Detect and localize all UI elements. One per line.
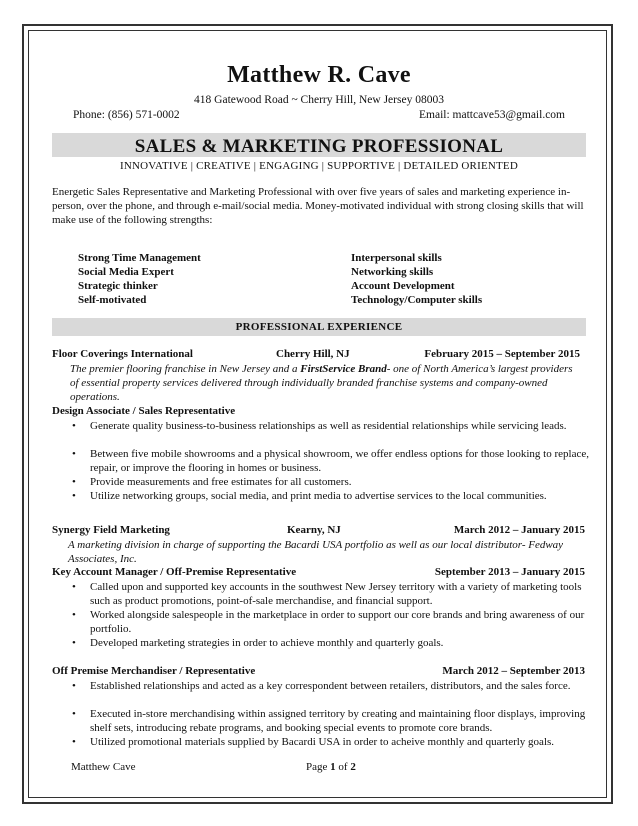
strength-item: Networking skills [351, 266, 434, 278]
brand-name: FirstService Brand [300, 363, 387, 375]
headline-title: SALES & MARKETING PROFESSIONAL [134, 136, 504, 157]
summary-paragraph: Energetic Sales Representative and Marketing Professional with over five years of sales and marketing experience in-person, over the phone, and through e-mail/social media. Money-motivated individual with strong closing skills that will make use of the following strengths: [52, 186, 584, 226]
job-role: Design Associate / Sales Representative [52, 405, 236, 417]
footer-page-number: Page 1 of 2 [306, 761, 356, 773]
bullet-icon: • [72, 708, 76, 720]
footer-name: Matthew Cave [71, 761, 136, 773]
bullet-icon: • [72, 637, 76, 649]
strength-item: Interpersonal skills [351, 252, 442, 264]
job-company: Floor Coverings International [52, 348, 193, 360]
candidate-email: Email: mattcave53@gmail.com [419, 109, 565, 121]
bullet-icon: • [72, 680, 76, 692]
bullet-icon: • [72, 490, 76, 502]
job-location: Cherry Hill, NJ [276, 348, 350, 360]
job-role: Off Premise Merchandiser / Representative [52, 665, 256, 677]
section-heading-experience: PROFESSIONAL EXPERIENCE [235, 321, 403, 333]
headline-traits: INNOVATIVE | CREATIVE | ENGAGING | SUPPORTIVE | DETAILED ORIENTED [120, 160, 518, 172]
bullet-icon: • [72, 736, 76, 748]
candidate-address: 418 Gatewood Road ~ Cherry Hill, New Jersey 08003 [194, 94, 444, 106]
strength-item: Strong Time Management [78, 252, 201, 264]
job-role-dates: March 2012 – September 2013 [442, 665, 585, 677]
candidate-name: Matthew R. Cave [227, 62, 411, 88]
strength-item: Technology/Computer skills [351, 294, 483, 306]
strength-item: Social Media Expert [78, 266, 174, 278]
bullet-icon: • [72, 581, 76, 593]
strength-item: Account Development [351, 280, 455, 292]
bullet-icon: • [72, 420, 76, 432]
bullet-icon: • [72, 476, 76, 488]
job-role-dates: September 2013 – January 2015 [434, 566, 585, 578]
job-company: Synergy Field Marketing [52, 524, 170, 536]
candidate-phone: Phone: (856) 571-0002 [73, 109, 180, 121]
job-description: A marketing division in charge of supporting the Bacardi USA portfolio as well as our local distributor- Fedway Associates, Inc. [68, 539, 564, 565]
strength-item: Strategic thinker [78, 280, 158, 292]
strength-item: Self-motivated [78, 294, 147, 306]
job-dates: March 2012 – January 2015 [453, 524, 585, 536]
job-role: Key Account Manager / Off-Premise Representative [52, 566, 297, 578]
job-description: The premier flooring franchise in New Jersey and a FirstService Brand- one of North America’s largest providers of essential property services delivered through individually branded franchise systems and company-owned operations. [70, 363, 573, 403]
job-location: Kearny, NJ [287, 524, 341, 536]
bullet-icon: • [72, 448, 76, 460]
job-dates: February 2015 – September 2015 [424, 348, 580, 360]
bullet-icon: • [72, 609, 76, 621]
